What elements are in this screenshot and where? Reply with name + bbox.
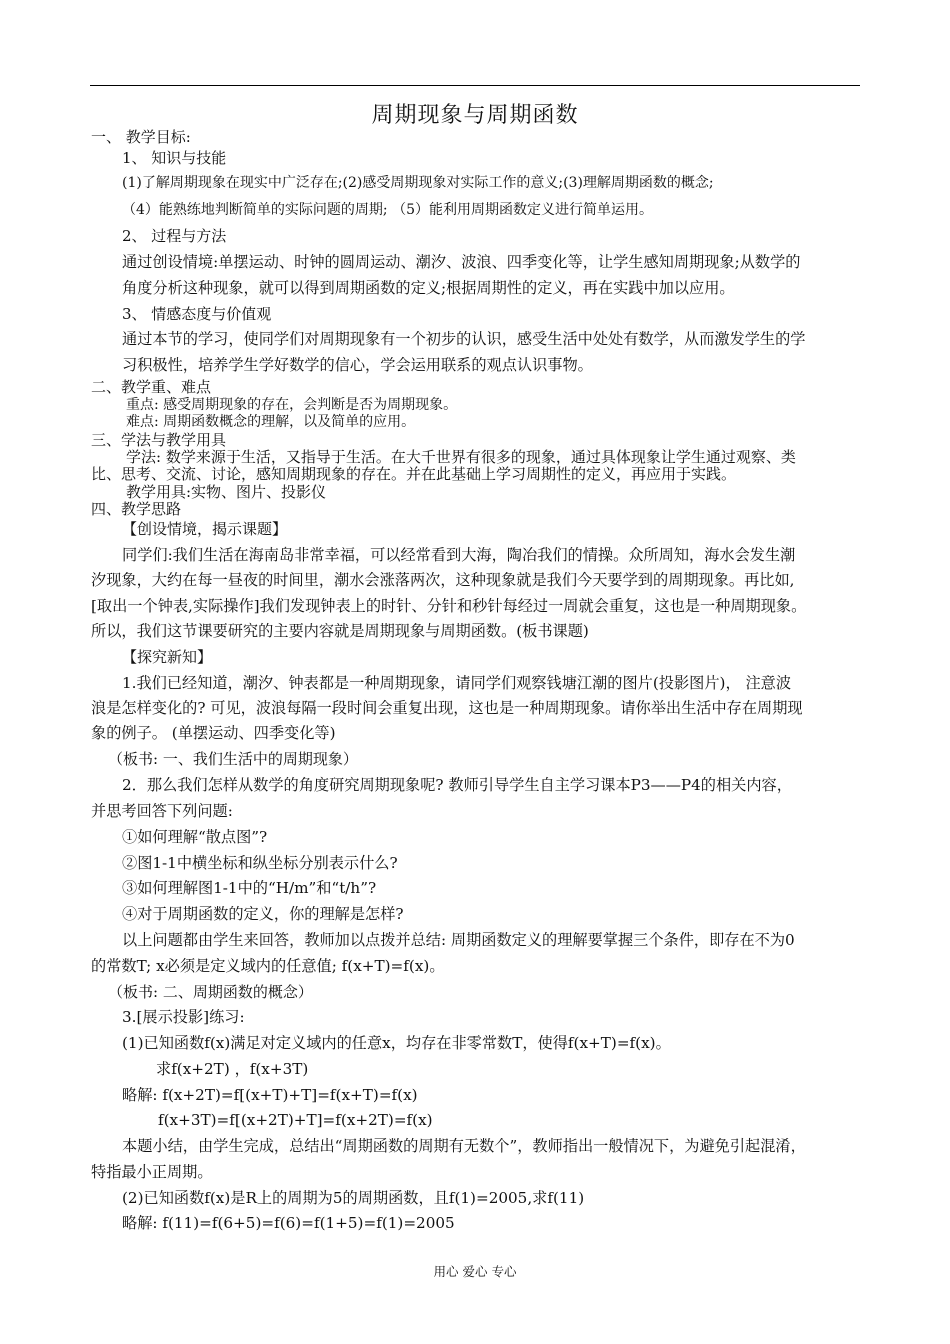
paragraph-line: (1)了解周期现象在现实中广泛存在;(2)感受周期现象对实际工作的意义;(3)理解周期函数的概念; (122, 175, 714, 191)
question-item: ②图1-1中横坐标和纵坐标分别表示什么? (122, 854, 398, 872)
paragraph-line: 本题小结，由学生完成，总结出“周期函数的周期有无数个”，教师指出一般情况下，为避免引起混淆， (122, 1137, 806, 1155)
header-rule (90, 85, 860, 86)
page-title: 周期现象与周期函数 (371, 103, 579, 128)
paragraph-line: 比、思考、交流、讨论，感知周期现象的存在。并在此基础上学习周期性的定义，再应用于实践。 (91, 465, 737, 483)
paragraph-line: 2．那么我们怎样从数学的角度研究周期现象呢? 教师引导学生自主学习课本P3——P4的相关内容， (122, 776, 792, 794)
solution-line: 略解: f(11)=f(6+5)=f(6)=f(1+5)=f(1)=2005 (122, 1214, 455, 1232)
subsection-heading: 3、 情感态度与价值观 (122, 305, 272, 323)
paragraph-line: 通过创设情境:单摆运动、时钟的圆周运动、潮汐、波浪、四季变化等，让学生感知周期现象;从数学的 (122, 253, 801, 271)
paragraph-line: 特指最小正周期。 (91, 1163, 213, 1181)
board-note: （板书: 二、周期函数的概念） (108, 983, 313, 1001)
paragraph-line: 所以，我们这节课要研究的主要内容就是周期现象与周期函数。(板书课题) (91, 622, 589, 640)
section-heading: 四、教学思路 (91, 500, 182, 518)
paragraph-line: 浪是怎样变化的? 可见，波浪每隔一段时间会重复出现，这也是一种周期现象。请你举出生活中存在周期现 (91, 699, 803, 717)
board-note: （板书: 一、我们生活中的周期现象） (108, 750, 358, 768)
section-heading: 三、学法与教学用具 (91, 431, 227, 449)
paragraph-line: 难点: 周期函数概念的理解，以及简单的应用。 (126, 414, 416, 430)
question-item: ④对于周期函数的定义，你的理解是怎样? (122, 905, 404, 923)
paragraph-line: 学法: 数学来源于生活，又指导于生活。在大千世界有很多的现象，通过具体现象让学生通过观察、类 (126, 448, 796, 466)
solution-line: 略解: f(x+2T)=f[(x+T)+T]=f(x+T)=f(x) (122, 1086, 418, 1104)
paragraph-line: 重点: 感受周期现象的存在，会判断是否为周期现象。 (126, 397, 458, 413)
paragraph-line: [取出一个钟表,实际操作]我们发现钟表上的时针、分针和秒针每经过一周就会重复，这也是一种周期现象。 (91, 597, 807, 615)
exercise-task: 求f(x+2T) ，f(x+3T) (156, 1060, 309, 1078)
page-footer: 用心 爱心 专心 (433, 1264, 517, 1279)
paragraph-line: 1.我们已经知道，潮汐、钟表都是一种周期现象，请同学们观察钱塘江潮的图片(投影图片)， 注意波 (122, 674, 792, 692)
exercise-item: (2)已知函数f(x)是R上的周期为5的周期函数，且f(1)=2005,求f(11) (122, 1189, 585, 1207)
exercise-item: (1)已知函数f(x)满足对定义域内的任意x，均存在非零常数T，使得f(x+T)=f(x)。 (122, 1034, 671, 1052)
question-item: ①如何理解“散点图”? (122, 828, 268, 846)
paragraph-line: 以上问题都由学生来回答，教师加以点拨并总结: 周期函数定义的理解要掌握三个条件，即存在不为0 (122, 931, 795, 949)
question-item: ③如何理解图1-1中的“H/m”和“t/h”? (122, 879, 377, 897)
subsection-heading: 2、 过程与方法 (122, 227, 227, 245)
paragraph-line: 的常数T; x必须是定义域内的任意值; f(x+T)=f(x)。 (91, 957, 445, 975)
bracket-heading: 【探究新知】 (122, 648, 213, 666)
paragraph-line: （4）能熟练地判断简单的实际问题的周期; （5）能利用周期函数定义进行简单运用。 (122, 202, 653, 218)
solution-line: f(x+3T)=f[(x+2T)+T]=f(x+2T)=f(x) (158, 1111, 433, 1129)
paragraph-line: 角度分析这种现象，就可以得到周期函数的定义;根据周期性的定义，再在实践中加以应用。 (122, 279, 735, 297)
paragraph-line: 教学用具:实物、图片、投影仪 (126, 483, 327, 501)
section-heading: 二、教学重、难点 (91, 378, 212, 396)
paragraph-line: 同学们:我们生活在海南岛非常幸福，可以经常看到大海，陶冶我们的情操。众所周知，海水会发生潮 (122, 546, 796, 564)
section-heading: 一、 教学目标: (91, 128, 191, 146)
paragraph-line: 象的例子。 (单摆运动、四季变化等) (91, 724, 336, 742)
paragraph-line: 习积极性，培养学生学好数学的信心，学会运用联系的观点认识事物。 (122, 356, 593, 374)
bracket-heading: 【创设情境，揭示课题】 (122, 520, 288, 538)
paragraph-line: 通过本节的学习，使同学们对周期现象有一个初步的认识，感受生活中处处有数学，从而激发学生的学 (122, 330, 806, 348)
subsection-heading: 1、 知识与技能 (122, 149, 227, 167)
paragraph-line: 汐现象，大约在每一昼夜的时间里，潮水会涨落两次，这种现象就是我们今天要学到的周期现象。再比如, (91, 571, 795, 589)
paragraph-line: 并思考回答下列问题: (91, 802, 233, 820)
paragraph-line: 3.[展示投影]练习: (122, 1008, 245, 1026)
